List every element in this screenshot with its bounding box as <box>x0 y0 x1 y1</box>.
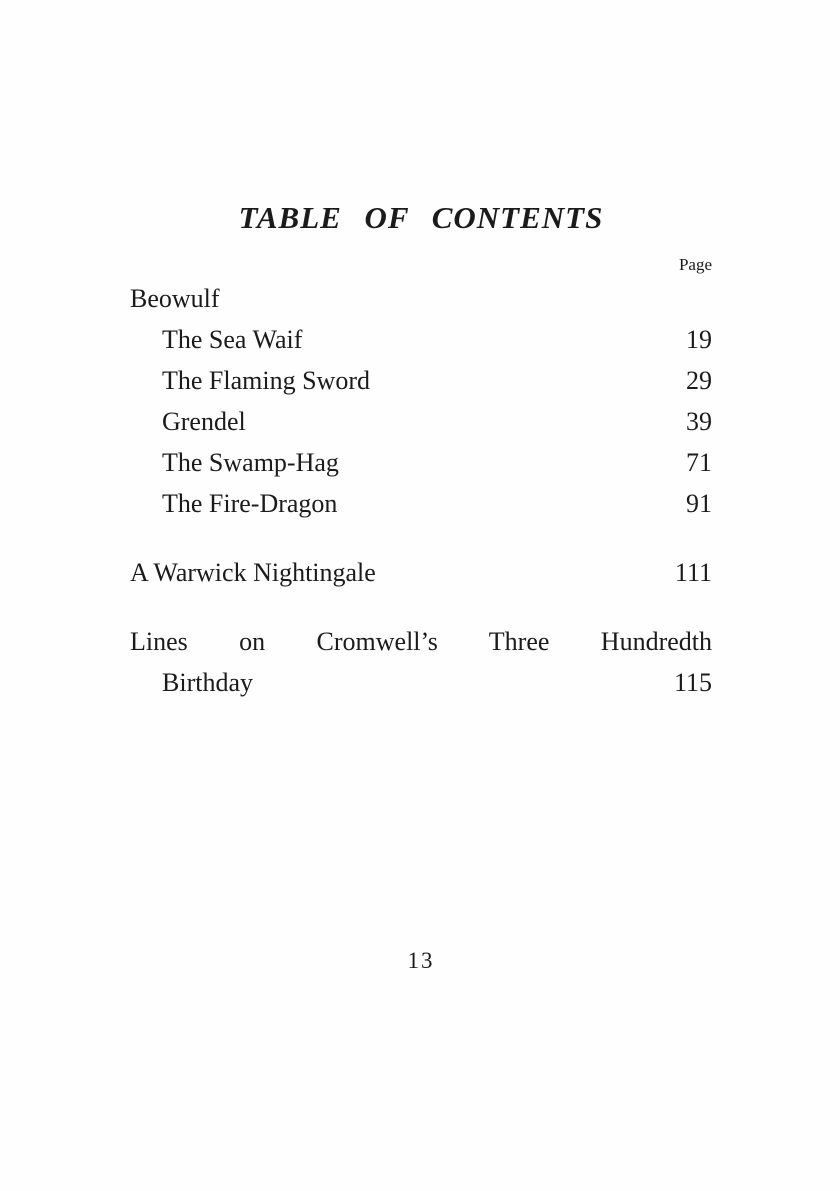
dot-leader <box>343 483 654 524</box>
dot-leader <box>252 401 654 442</box>
section-heading-beowulf: Beowulf <box>130 284 220 313</box>
toc-entry-label: The Flaming Sword <box>162 366 370 395</box>
toc-entry-page: 91 <box>686 489 712 518</box>
toc-entry-page: 39 <box>686 407 712 436</box>
toc-entry-label-line2: Birthday <box>162 668 253 697</box>
page-content <box>130 0 712 973</box>
section-gap <box>130 593 712 621</box>
toc-entry-page: 19 <box>686 325 712 354</box>
folio-page-number: 13 <box>407 948 435 973</box>
toc-entry-continuation <box>130 662 712 703</box>
toc-entry-page: 115 <box>673 668 712 697</box>
dot-leader <box>259 662 654 703</box>
toc-entry-multiline <box>130 621 712 703</box>
toc-entry-label-line1: Lines on Cromwell’s Three Hundredth <box>130 627 712 656</box>
section-gap <box>130 524 712 552</box>
toc-entry-label: The Sea Waif <box>162 325 303 354</box>
toc-title: TABLE OF CONTENTS <box>238 200 604 235</box>
toc-entry <box>130 483 712 524</box>
dot-leader <box>345 442 654 483</box>
toc-entry-label: The Swamp-Hag <box>162 448 339 477</box>
toc-entry <box>130 442 712 483</box>
page-column-label: Page <box>678 255 712 274</box>
dot-leader <box>376 360 654 401</box>
toc-entry-label: The Fire-Dragon <box>162 489 338 518</box>
toc-entry-page: 111 <box>674 558 712 587</box>
toc-entry <box>130 360 712 401</box>
toc-entry-label: Grendel <box>162 407 246 436</box>
toc-entry <box>130 319 712 360</box>
toc-entry <box>130 552 712 593</box>
table-of-contents <box>130 278 712 703</box>
toc-entry-page: 29 <box>686 366 712 395</box>
toc-entry <box>130 401 712 442</box>
toc-entry-label: A Warwick Nightingale <box>130 558 376 587</box>
dot-leader <box>308 319 654 360</box>
toc-entry-page: 71 <box>686 448 712 477</box>
dot-leader <box>382 552 654 593</box>
